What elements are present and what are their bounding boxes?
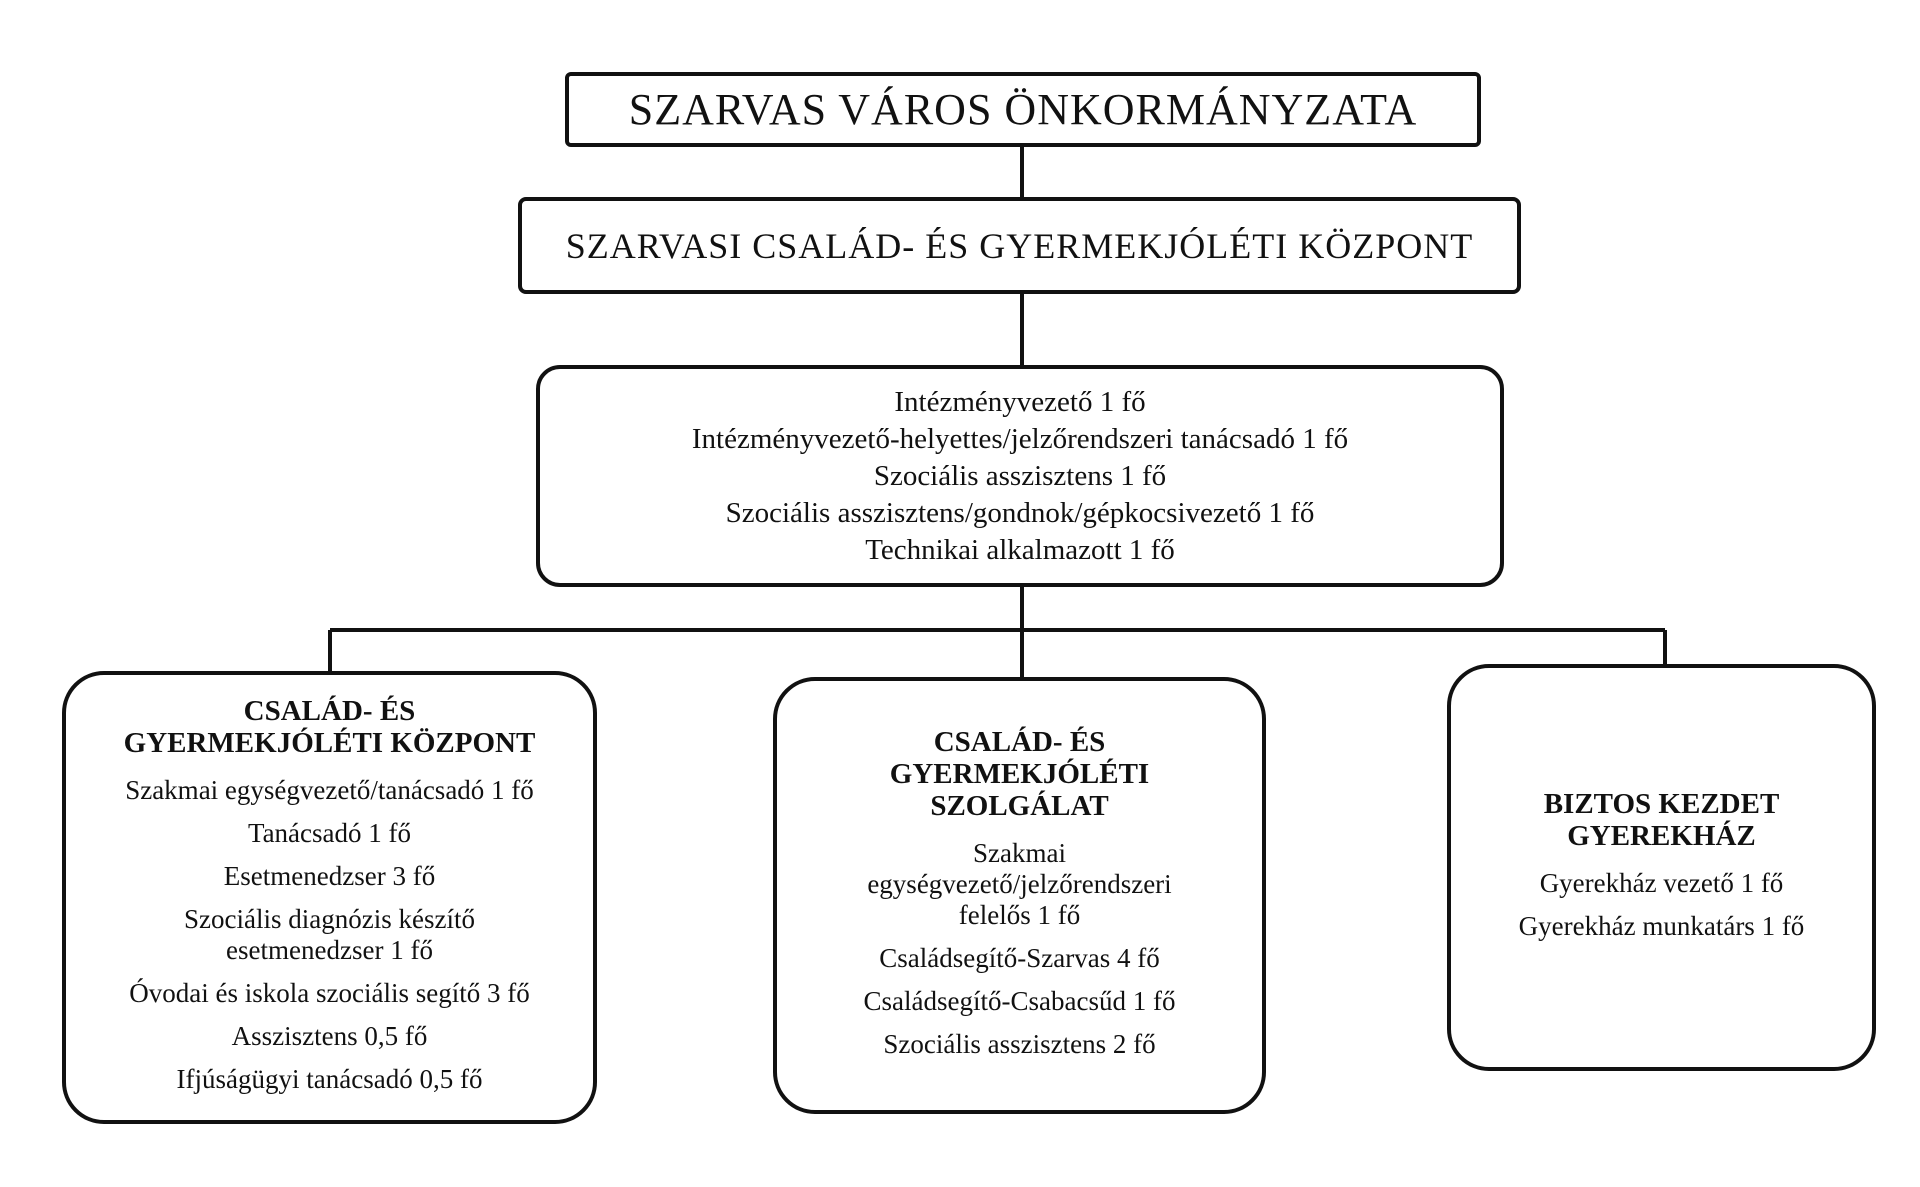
branch-item-line: Családsegítő-Csabacsűd 1 fő xyxy=(863,985,1176,1016)
branch-title-line: CSALÁD- ÉS xyxy=(933,725,1106,758)
branch-item-line: Ifjúságügyi tanácsadó 0,5 fő xyxy=(176,1063,483,1094)
branch-item xyxy=(1519,911,1805,942)
branch-title xyxy=(124,695,536,759)
branch-item-line: Asszisztens 0,5 fő xyxy=(231,1020,428,1051)
branch-title-line: GYEREKHÁZ xyxy=(1567,819,1756,852)
branch-item-line: esetmenedzser 1 fő xyxy=(226,934,433,965)
branch-item xyxy=(224,861,435,892)
branch-item-line: Esetmenedzser 3 fő xyxy=(223,860,436,891)
branch-item-line: Családsegítő-Szarvas 4 fő xyxy=(879,942,1160,973)
branch-item xyxy=(232,1021,428,1052)
branch-family-child-welfare-service xyxy=(773,677,1266,1114)
branch-title xyxy=(890,726,1149,822)
staff-line: Szociális asszisztens 1 fő xyxy=(873,459,1167,492)
branch-item xyxy=(883,1029,1155,1060)
center-box xyxy=(518,197,1521,294)
branch-title-line: SZOLGÁLAT xyxy=(930,789,1109,822)
branch-item-line: Gyerekház munkatárs 1 fő xyxy=(1518,910,1805,941)
branch-title-line: GYERMEKJÓLÉTI xyxy=(889,757,1150,790)
center-title: SZARVASI CSALÁD- ÉS GYERMEKJÓLÉTI KÖZPONT xyxy=(565,225,1474,266)
branch-item-line: Óvodai és iskola szociális segítő 3 fő xyxy=(129,977,530,1008)
branch-sure-start-childrens-house xyxy=(1447,664,1876,1071)
branch-item-line: Szakmai xyxy=(973,837,1066,868)
branch-item-line: Tanácsadó 1 fő xyxy=(247,817,412,848)
branch-title-line: GYERMEKJÓLÉTI KÖZPONT xyxy=(123,726,536,759)
staff-line: Intézményvezető 1 fő xyxy=(894,385,1146,418)
staff-line: Szociális asszisztens/gondnok/gépkocsivezető 1 fő xyxy=(725,496,1315,529)
branch-title xyxy=(1544,788,1780,852)
branch-item-line: Szociális diagnózis készítő xyxy=(184,903,475,934)
branch-family-child-welfare-center xyxy=(62,671,597,1124)
staff-line: Intézményvezető-helyettes/jelzőrendszeri tanácsadó 1 fő xyxy=(691,422,1349,455)
branch-item xyxy=(177,1064,483,1095)
branch-title-line: CSALÁD- ÉS xyxy=(243,694,416,727)
branch-title-line: BIZTOS KEZDET xyxy=(1543,787,1780,820)
branch-item xyxy=(129,978,529,1009)
branch-item xyxy=(1540,868,1784,899)
staff-line: Technikai alkalmazott 1 fő xyxy=(865,533,1175,566)
management-staff-box xyxy=(536,365,1504,587)
branch-item xyxy=(184,904,475,966)
branch-item-line: Gyerekház vezető 1 fő xyxy=(1539,867,1784,898)
branch-item-line: egységvezető/jelzőrendszeri xyxy=(867,868,1172,899)
branch-item xyxy=(125,775,534,806)
branch-item xyxy=(879,943,1159,974)
branch-item xyxy=(867,838,1171,931)
municipality-box xyxy=(565,72,1481,147)
branch-item-line: felelős 1 fő xyxy=(958,899,1081,930)
branch-item xyxy=(248,818,411,849)
branch-item xyxy=(864,986,1176,1017)
branch-item-line: Szociális asszisztens 2 fő xyxy=(883,1028,1156,1059)
municipality-title: SZARVAS VÁROS ÖNKORMÁNYZATA xyxy=(628,85,1418,134)
branch-item-line: Szakmai egységvezető/tanácsadó 1 fő xyxy=(125,774,534,805)
